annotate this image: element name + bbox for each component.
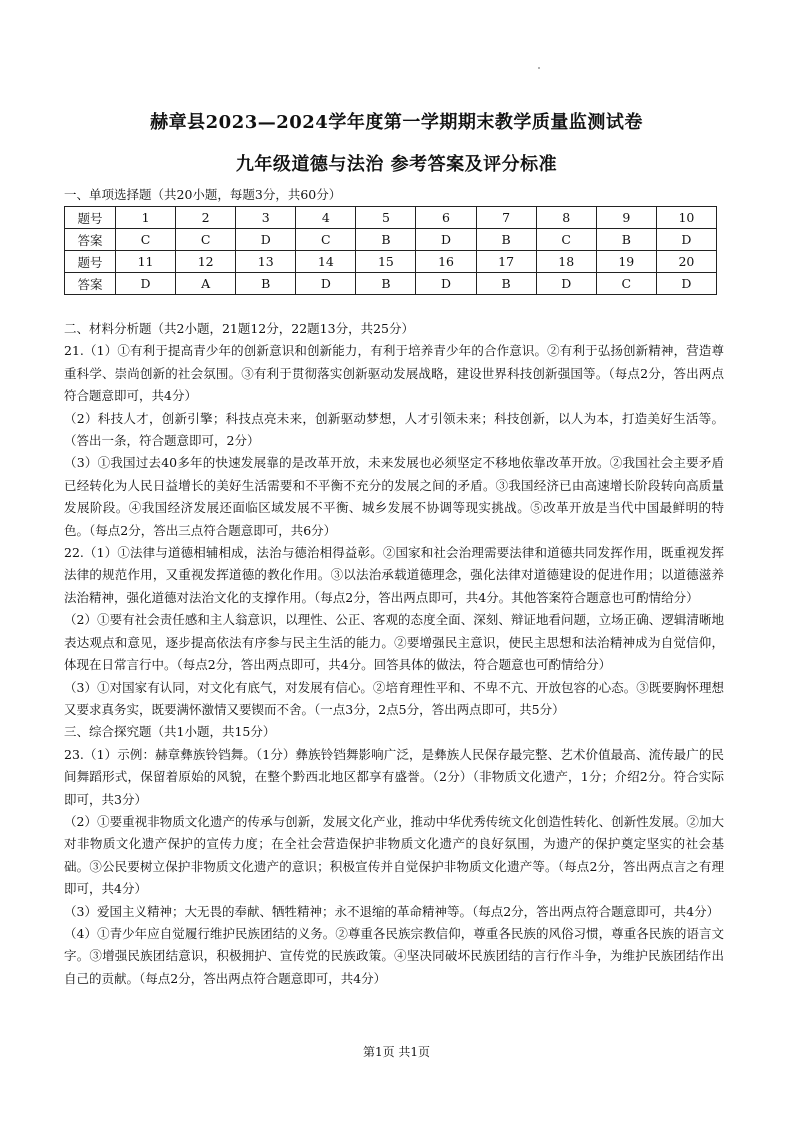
answer-cell: C bbox=[596, 273, 656, 295]
row-label-question: 题号 bbox=[65, 251, 116, 273]
scan-speck bbox=[538, 67, 540, 69]
page-title: 赫章县2023—2024学年度第一学期期末教学质量监测试卷 bbox=[150, 112, 643, 133]
question-number-cell: 7 bbox=[476, 207, 536, 229]
answer-paragraph: 三、综合探究题（共1小题，共15分） bbox=[64, 724, 276, 740]
answer-cell: B bbox=[476, 273, 536, 295]
question-number-cell: 9 bbox=[596, 207, 656, 229]
section-heading-multiple-choice: 一、单项选择题（共20小题，每题3分，共60分） bbox=[64, 187, 342, 202]
answer-cell: C bbox=[296, 229, 356, 251]
table-row-question-numbers bbox=[65, 251, 717, 273]
answer-paragraph: 二、材料分析题（共2小题，21题12分，22题13分，共25分） bbox=[64, 321, 414, 336]
answer-cell: B bbox=[476, 229, 536, 251]
answer-cell: D bbox=[116, 273, 176, 295]
question-number-cell: 16 bbox=[416, 251, 476, 273]
answer-cell: D bbox=[536, 273, 596, 295]
answer-table bbox=[64, 206, 717, 295]
answer-cell: D bbox=[416, 273, 476, 295]
question-number-cell: 2 bbox=[176, 207, 236, 229]
answer-paragraph: （2）①要有社会责任感和主人翁意识，以理性、公正、客观的态度全面、深刻、辩证地看问题，立场正确、逻辑清晰地表达观点和意见，逐步提高依法有序参与民主生活的能力。②要增强民主意识，使民主思想和法治精神成为自觉信仰，体现在日常言行中。（每点2分，答出两点即可，共4分。回答具体的做法，符合题意也可酌情给分） bbox=[64, 612, 724, 673]
answer-paragraph: （3）①对国家有认同，对文化有底气，对发展有信心。②培育理性平和、不卑不亢、开放包容的心态。③既要胸怀理想又要求真务实，既要满怀激情又要锲而不舍。（一点3分，2点5分，答出两点即可，共5分） bbox=[64, 679, 724, 717]
answer-paragraph: （3）爱国主义精神；大无畏的奉献、牺牲精神；永不退缩的革命精神等。（每点2分，答出两点符合题意即可，共4分） bbox=[64, 903, 720, 919]
question-number-cell: 18 bbox=[536, 251, 596, 273]
row-label-question: 题号 bbox=[65, 207, 116, 229]
question-number-cell: 17 bbox=[476, 251, 536, 273]
answer-paragraph: 21.（1）①有利于提高青少年的创新意识和创新能力，有利于培养青少年的合作意识。②有利于弘扬创新精神，营造尊重科学、崇尚创新的社会氛围。③有利于贯彻落实创新驱动发展战略，建设世界科技创新强国等。（每点2分，答出两点符合题意即可，共4分） bbox=[64, 343, 724, 404]
answer-paragraph: 23.（1）示例：赫章彝族铃铛舞。（1分）彝族铃铛舞影响广泛，是彝族人民保存最完整、艺术价值最高、流传最广的民间舞蹈形式，保留着原始的风貌，在整个黔西北地区都享有盛誉。（2分）（非物质文化遗产，1分；介绍2分。符合实际即可，共3分） bbox=[64, 746, 724, 807]
answer-paragraph: （3）①我国过去40多年的快速发展靠的是改革开放，未来发展也必须坚定不移地依靠改革开放。②我国社会主要矛盾已经转化为人民日益增长的美好生活需要和不平衡不充分的发展之间的矛盾。③我国经济已由高速增长阶段转向高质量发展阶段。④我国经济发展还面临区域发展不平衡、城乡发展不协调等现实挑战。⑤改革开放是当代中国最鲜明的特色。（每点2分，答出三点符合题意即可，共6分） bbox=[64, 455, 724, 538]
answer-cell: B bbox=[236, 273, 296, 295]
page-footer: 第1页 共1页 bbox=[362, 1045, 431, 1059]
answer-body bbox=[64, 318, 724, 990]
question-number-cell: 12 bbox=[176, 251, 236, 273]
question-number-cell: 14 bbox=[296, 251, 356, 273]
answer-cell: B bbox=[596, 229, 656, 251]
question-number-cell: 10 bbox=[656, 207, 716, 229]
table-row-question-numbers bbox=[65, 207, 717, 229]
answer-cell: B bbox=[356, 229, 416, 251]
answer-paragraph: （2）科技人才，创新引擎；科技点亮未来，创新驱动梦想，人才引领未来；科技创新，以人为本，打造美好生活等。（答出一条，符合题意即可，2分） bbox=[64, 410, 724, 449]
answer-cell: B bbox=[356, 273, 416, 295]
answer-cell: D bbox=[656, 273, 716, 295]
answer-cell: A bbox=[176, 273, 236, 295]
answer-cell: D bbox=[236, 229, 296, 251]
answer-paragraph: （2）①要重视非物质文化遗产的传承与创新，发展文化产业，推动中华优秀传统文化创造性转化、创新性发展。②加大对非物质文化遗产保护的宣传力度；在全社会营造保护非物质文化遗产的良好氛围，为遗产的保护奠定坚实的社会基础。③公民要树立保护非物质文化遗产的意识；积极宣传并自觉保护非物质文化遗产等。（每点2分，答出两点言之有理即可，共4分） bbox=[64, 813, 724, 897]
row-label-answer: 答案 bbox=[65, 229, 116, 251]
answer-paragraph: （4）①青少年应自觉履行维护民族团结的义务。②尊重各民族宗教信仰，尊重各民族的风俗习惯，尊重各民族的语言文字。③增强民族团结意识，积极拥护、宣传党的民族政策。④坚决同破坏民族团结的言行作斗争，为维护民族团结作出自己的贡献。（每点2分，答出两点符合题意即可，共4分） bbox=[64, 925, 724, 986]
question-number-cell: 13 bbox=[236, 251, 296, 273]
question-number-cell: 15 bbox=[356, 251, 416, 273]
page-subtitle: 九年级道德与法治 参考答案及评分标准 bbox=[235, 154, 558, 175]
answer-cell: D bbox=[656, 229, 716, 251]
answer-cell: C bbox=[116, 229, 176, 251]
question-number-cell: 6 bbox=[416, 207, 476, 229]
answer-cell: D bbox=[296, 273, 356, 295]
answer-cell: D bbox=[416, 229, 476, 251]
question-number-cell: 19 bbox=[596, 251, 656, 273]
question-number-cell: 4 bbox=[296, 207, 356, 229]
answer-cell: C bbox=[176, 229, 236, 251]
answer-paragraph: 22.（1）①法律与道德相辅相成，法治与德治相得益彰。②国家和社会治理需要法律和道德共同发挥作用，既重视发挥法律的规范作用，又重视发挥道德的教化作用。③以法治承载道德理念，强化法律对道德建设的促进作用；以道德滋养法治精神，强化道德对法治文化的支撑作用。（每点2分，答出两点即可，共4分。其他答案符合题意也可酌情给分） bbox=[64, 545, 724, 605]
question-number-cell: 5 bbox=[356, 207, 416, 229]
question-number-cell: 20 bbox=[656, 251, 716, 273]
table-row-answers bbox=[65, 229, 717, 251]
table-row-answers bbox=[65, 273, 717, 295]
answer-cell: C bbox=[536, 229, 596, 251]
row-label-answer: 答案 bbox=[65, 273, 116, 295]
question-number-cell: 1 bbox=[116, 207, 176, 229]
question-number-cell: 3 bbox=[236, 207, 296, 229]
question-number-cell: 8 bbox=[536, 207, 596, 229]
question-number-cell: 11 bbox=[116, 251, 176, 273]
